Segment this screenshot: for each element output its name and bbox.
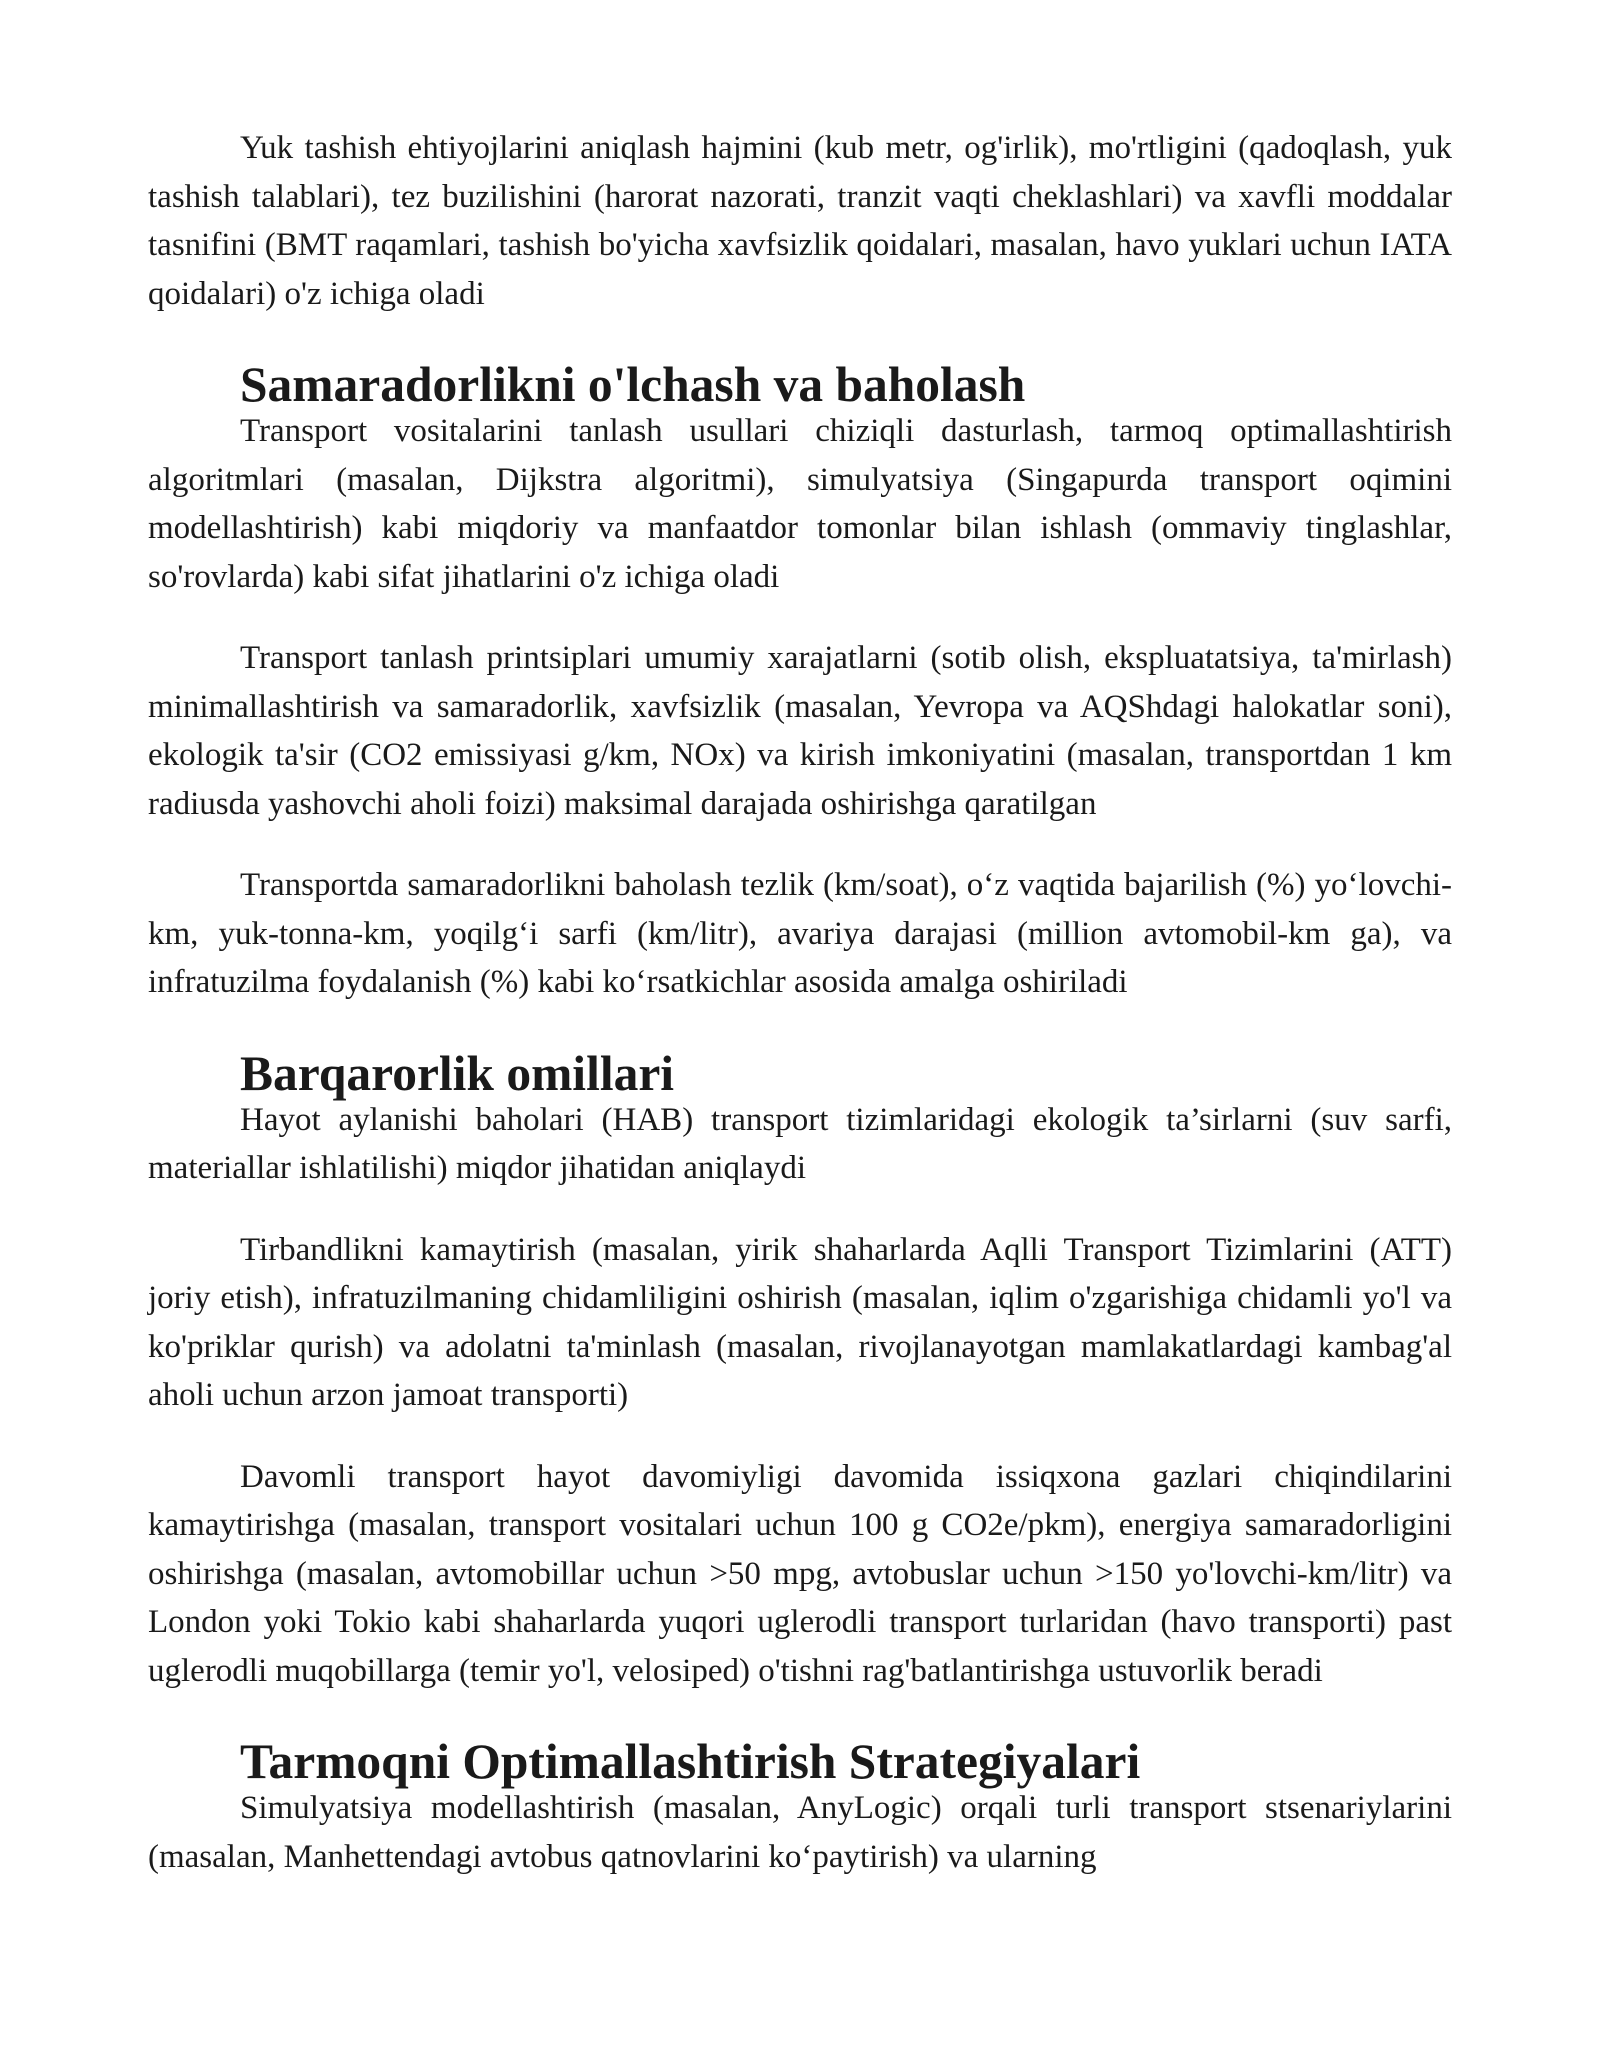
- heading-network-optimization: Tarmoqni Optimallashtirish Strategiyalari: [240, 1734, 1141, 1789]
- document-page: [148, 124, 1452, 1881]
- paragraph-congestion-reduction: Tirbandlikni kamaytirish (masalan, yirik shaharlarda Aqlli Transport Tizimlarini (ATT) joriy etish), infratuzilmaning chidamliligini oshirish (masalan, iqlim o'zgarishiga chidamli yo'l va ko'priklar qurish) va adolatni ta'minlash (masalan, rivojlanayotgan mamlakatlardagi kambag'al aholi uchun arzon jamoat transporti): [148, 1231, 1452, 1413]
- paragraph-efficiency-evaluation: Transportda samaradorlikni baholash tezlik (km/soat), o‘z vaqtida bajarilish (%) yo‘lovchi-km, yuk-tonna-km, yoqilg‘i sarfi (km/litr), avariya darajasi (million avtomobil-km ga), va infratuzilma foydalanish (%) kabi ko‘rsatkichlar asosida amalga oshiriladi: [148, 867, 1452, 1000]
- heading-sustainability-factors: Barqarorlik omillari: [240, 1045, 675, 1101]
- heading-performance-measurement: Samaradorlikni o'lchash va baholash: [240, 357, 1026, 412]
- paragraph-transport-selection-principles: Transport tanlash printsiplari umumiy xarajatlarni (sotib olish, ekspluatatsiya, ta'mirlash) minimallashtirish va samaradorlik, xavfsizlik (masalan, Yevropa va AQShdagi halokatlar soni), ekologik ta'sir (CO2 emissiyasi g/km, NOx) va kirish imkoniyatini (masalan, transportdan 1 km radiusda yashovchi aholi foizi) maksimal darajada oshirishga qaratilgan: [148, 640, 1452, 822]
- paragraph-life-cycle-assessment: Hayot aylanishi baholari (HAB) transport tizimlaridagi ekologik ta’sirlarni (suv sarfi, materiallar ishlatilishi) miqdor jihatidan aniqlaydi: [148, 1101, 1452, 1186]
- paragraph-cargo-requirements: Yuk tashish ehtiyojlarini aniqlash hajmini (kub metr, og'irlik), mo'rtligini (qadoqlash, yuk tashish talablari), tez buzilishini (harorat nazorati, tranzit vaqti cheklashlari) va xavfli moddalar tasnifini (BMT raqamlari, tashish bo'yicha xavfsizlik qoidalari, masalan, havo yuklari uchun IATA qoidalari) o'z ichiga oladi: [148, 130, 1452, 312]
- paragraph-simulation-modeling: Simulyatsiya modellashtirish (masalan, AnyLogic) orqali turli transport stsenariylarini (masalan, Manhettendagi avtobus qatnovlarini ko‘paytirish) va ularning: [148, 1790, 1452, 1875]
- paragraph-transport-selection-methods: Transport vositalarini tanlash usullari chiziqli dasturlash, tarmoq optimallashtirish algoritmlari (masalan, Dijkstra algoritmi), simulyatsiya (Singapurda transport oqimini modellashtirish) kabi miqdoriy va manfaatdor tomonlar bilan ishlash (ommaviy tinglashlar, so'rovlarda) kabi sifat jihatlarini o'z ichiga oladi: [148, 413, 1452, 595]
- paragraph-sustainable-transport: Davomli transport hayot davomiyligi davomida issiqxona gazlari chiqindilarini kamaytirishga (masalan, transport vositalari uchun 100 g CO2e/pkm), energiya samaradorligini oshirishga (masalan, avtomobillar uchun >50 mpg, avtobuslar uchun >150 yo'lovchi-km/litr) va London yoki Tokio kabi shaharlarda yuqori uglerodli transport turlaridan (havo transporti) past uglerodli muqobillarga (temir yo'l, velosiped) o'tishni rag'batlantirishga ustuvorlik beradi: [148, 1458, 1452, 1689]
